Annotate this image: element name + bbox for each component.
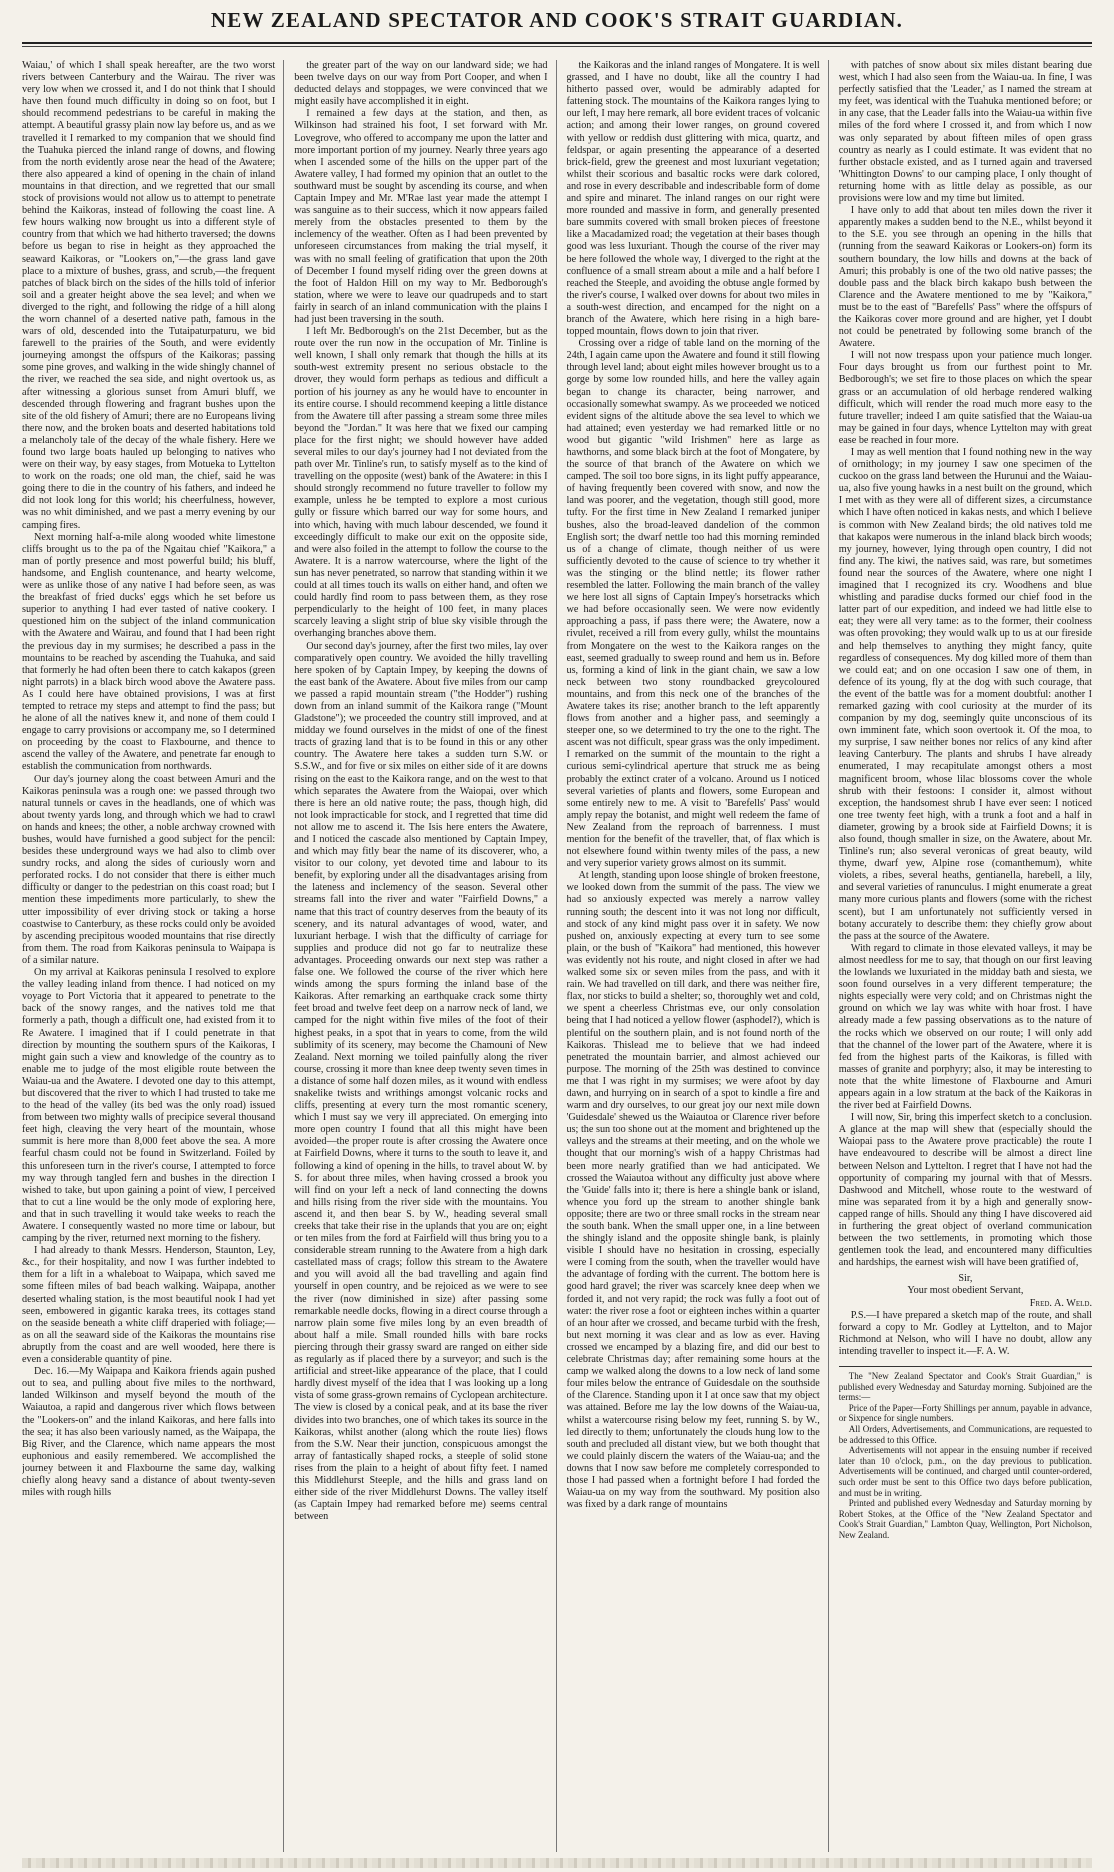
article-paragraph: Dec. 16.—My Waipapa and Kaikora friends again pushed out to sea, and pulling about five miles to the northward, landed Wilkinson and myself beyond the mouth of the Waiautoa, a rapid and dangerous river which flows between the "Lookers-on" and the inland Kaikoras, and here falls into the sea; it has also been variously named, as the Waipapa, the Big River, and the Clarence, which name appears the most euphonious and easily remembered. We accomplished the journey between it and Flaxbourne the same day, walking chiefly along heavy sand a distance of about twenty-seven miles with rough hills xyxy=(22,1366,276,1499)
notice-line: All Orders, Advertisements, and Communications, are requested to be addressed to this Office. xyxy=(838,1424,1092,1445)
article-columns xyxy=(22,60,1092,1852)
article-paragraph: Next morning half-a-mile along wooded white limestone cliffs brought us to the pa of the Ngaitau chief "Kaikora," a man of portly presence and most powerful build; his bluff, handsome, and English countenance, and hearty welcome, were as unlike those of any native I had before seen, as was the breakfast of fried ducks' eggs which he set before us superior to anything I had ever tasted of native cookery. I questioned him on the subject of the inland communication with the Awatere and Wairau, and found that I had been right the previous day in my surmises; he described a pass in the mountains to be reached by ascending the Tuahuka, and said that formerly he had often been there to catch kakapos (green night parrots) in a black birch wood above the Awatere pass. As I could here have obtained provisions, I was at first tempted to retrace my steps and attempt to find the pass; but he alone of all the natives knew it, and none of them could I engage to carry provisions or accompany me, so I determined on proceeding by the coast to Flaxbourne, and thence to ascend the valley of the Awatere, and penetrate far enough to establish the communication from northwards. xyxy=(22,531,276,773)
article-paragraph: Our day's journey along the coast between Amuri and the Kaikoras peninsula was a rough one: we passed through two natural tunnels or caves in the headlands, one of which was about twenty yards long, and through which we had to crawl on hands and knees; the other, a noble archway crowned with bushes, would have furnished a good subject for the pencil: besides these underground ways we had also to climb over sundry rocks, and along the sides of curiously worn and perforated rocks. I do not consider that there is either much difficulty or danger to the pedestrian on this coast road; but I mention these impediments more particularly, to shew the utter impossibility of ever driving stock or taking a horse coastwise to Canterbury, as these rocks could only be avoided by ascending precipitous wooded mountains that rise directly from them. The road from Kaikoras peninsula to Waipapa is of a similar nature. xyxy=(22,773,276,966)
article-paragraph: I had already to thank Messrs. Henderson, Staunton, Ley, &c., for their hospitality, and now I was further indebted to them for a lift in a whaleboat to Waipapa, which saved me some fifteen miles of bad beach walking. Waipapa, another deserted whaling station, is the most beautiful nook I had yet seen, embowered in gigantic karaka trees, its cottages stand on the seaside beneath a white cliff draperied with foliage;—as on all the seaward side of the Kaikoras the mountains rise abruptly from the coast and are well wooded, here there is even a considerable quantity of pine. xyxy=(22,1245,276,1366)
article-paragraph: Waiau,' of which I shall speak hereafter, are the two worst rivers between Canterbury and the Wairau. The river was very low when we crossed it, and I do not think that I should have then found much difficulty in doing so on foot, but I should recommend pedestrians to be careful in making the attempt. A beautiful grassy plain now lay before us, and as we travelled it I remarked to my companion that we should find the Tuahuka pierced the inland range of downs, and flowing from the north evidently arose near the head of the Awatere; there also appeared a kind of opening in the chain of inland mountains in that direction, and we regretted that our small stock of provisions would not allow us to attempt to penetrate behind the Kaikoras, instead of following the coast line. A few hours walking now brought us into a different style of country from that which we had hitherto traversed; the downs before us began to rise in height as they approached the seaward Kaikoras, or "Lookers on,"—the grass land gave place to a mixture of bushes, grass, and scrub,—the frequent patches of black birch on the sides of the hills told of inferior soil and a greater height above the sea level; and when we diverged to the right, and following the ridge of a hill along the worn channel of a deserted native path, famous in the wars of old, descended into the Tutaipaturpaturu, we bid farewell to the prairies of the South, and were evidently journeying amongst the offspurs of the Kaikoras; passing some pine groves, and walking in the wide shingly channel of the river, we reached the sea side, and night overtook us, as after witnessing a glorious sunset from Amuri bluff, we descended through flowering and fragrant bushes upon the site of the old fishery of Amuri; there are no Europeans living there now, and the broken boats and deserted habitations told a melancholy tale of the decay of the whale fishery. Here we found two large boats hauled up belonging to natives who were on their way, by easy stages, from Motueka to Lyttelton to work on the roads; one old man, the chief, said he was going there to die in the country of his fathers, and indeed he did not look long for this world; his cheerfulness, however, was no whit diminished, and we past a merry evening by our camping fires. xyxy=(22,60,276,531)
publication-notice xyxy=(839,1366,1092,1541)
article-paragraph: Our second day's journey, after the first two miles, lay over comparatively open country. We avoided the hilly travelling here spoken of by Captain Impey, by keeping the downs of the east bank of the Awatere. About five miles from our camp we passed a rapid mountain stream ("the Hodder") rushing down from an inland summit of the Kaikora range ("Mount Gladstone"); we proceeded the country still improved, and at midday we found ourselves in the midst of one of the finest tracts of grazing land that is to be found in this or any other country. The Awatere here takes a sudden turn S.W. or S.S.W., and for five or six miles on either side of it are downs rising on the east to the Kaikora range, and on the west to that which separates the Awatere from the Waiopai, over which there is here an old native route; the pass, though high, did not look impracticable for stock, and I regretted that time did not allow me to ascend it. The Isis here enters the Awatere, and I noticed the cascade also mentioned by Captain Impey, and which may fitly bear the name of its discoverer, who, a visitor to our colony, yet devoted time and labour to its benefit, by exploring under all the disadvantages arising from the lateness and inclemency of the season. Several other streams fall into the river and water "Fairfield Downs," a name that this tract of country deserves from the beauty of its scenery, and its natural advantages of wood, water, and luxuriant herbage. I wish that the difficulty of carriage for supplies and produce did not go far to neutralize these advantages. Proceeding onwards our next step was rather a false one. We followed the course of the river which here winds among the spurs forming the inland base of the Kaikoras. After remarking an earthquake crack some thirty feet broad and twelve feet deep on a narrow neck of land, we camped for the night within five miles of the foot of their highest peaks, in a spot that in years to come, from the wild sublimity of its scenery, may become the Chamouni of New Zealand. Next morning we toiled painfully along the river course, crossing it more than knee deep twenty seven times in a distance of some half dozen miles, as it wound with endless snakelike twists and writhings amongst volcanic rocks and cliffs, presenting at every turn the most romantic scenery, which I must say we very ill appreciated. On emerging into more open country I found that all this might have been avoided—the proper route is after crossing the Awatere once at Fairfield Downs, where it turns to the south to leave it, and following a kind of opening in the hills, to travel about W. by S. for about three miles, when having crossed a brook you will find on your left a neck of land connecting the downs and hills rising from the river side with the mountains. You ascend it, and then bear S. by W., heading several small creeks that take their rise in the uplands that you are on; eight or ten miles from the ford at Fairfield will thus bring you to a considerable stream running to the Awatere from a high dark castellated mass of crags; follow this stream to the Awatere and you will avoid all the bad travelling and again find yourself in open country, and be rejoiced as we were to see the river (now diminished in size) after passing some remarkable needle docks, flowing in a direct course through a narrow plain some five miles long by an even breadth of about half a mile. Small rounded hills with bare rocks piercing through their grassy sward are ranged on either side as regularly as if placed there by a surveyor; and such is the artificial and street-like appearance of the place, that I could hardly divest myself of the idea that I was looking up a long vista of some grass-grown remains of Cyclopean architecture. The view is closed by a conical peak, and at its base the river divides into two branches, one of which takes its source in the Kaikoras, whilst another (along which the route lies) flows from the S.W. Near their junction, conspicuous amongst the array of fantastically shaped rocks, a steeple of solid stone rises from the plain to a height of about fifty feet. I named this Middlehurst Steeple, and the hills and grass land on either side of the river Middlehurst Downs. The valley itself (as Captain Impey had remarked before me) seems central between xyxy=(294,640,548,1523)
notice-line: The "New Zealand Spectator and Cook's Strait Guardian," is published every Wednesday and Saturday morning. Subjoined are the terms:— xyxy=(838,1371,1092,1403)
signoff-salutation: Sir, xyxy=(958,1273,973,1285)
notice-line: Price of the Paper—Forty Shillings per annum, payable in advance, or Sixpence for single numbers. xyxy=(838,1402,1092,1424)
signoff-signature: Fred. A. Weld. xyxy=(1029,1297,1092,1309)
article-paragraph: With regard to climate in those elevated valleys, it may be almost needless for me to say, that though on our first leaving the lowlands we luxuriated in the midday bath and siesta, we soon found ourselves in a very different temperature; the nights especially were very cold; and on Christmas night the ground on which we lay was white with hoar frost. I have already made a few passing observations as to the nature of the rocks which we observed on our route; I will only add that the channel of the lower part of the Awatere, where it is fed from the highest parts of the Kaikoras, is filled with masses of granite and porphyry; also, it may be interesting to note that the white limestone of Flaxbourne and Amuri appears again in a low stratum at the back of the Kaikoras in the river bed at Fairfield Downs. xyxy=(838,942,1092,1112)
article-paragraph: I may as well mention that I found nothing new in the way of ornithology; in my journey I saw one specimen of the cuckoo on the grass land between the Hurunui and the Waiau-ua, also five young hawks in a nest built on the ground, which I met with as they were all of different sizes, a circumstance which I have often noticed in kakas nests, and which I believe is common with New Zealand birds; the old natives told me that kakapos were numerous in the inland black birch woods; my journey, however, lying through open country, I did not find any. The kiwi, the natives said, was rare, but sometimes found near the sources of the Awatere, where one night I imagined that I recognized its cry. Woodhens and blue whistling and paradise ducks formed our chief food in the latter part of our expedition, and indeed we had little else to eat; they were all very tame: as to the former, their coolness was often provoking; they would walk up to us at our fireside and help themselves to anything they might fancy, quite regardless of consequences. My dog killed more of them than we could eat; and on one occasion I saw one of them, in defence of its young, fly at the dog with such courage, that the event of the battle was for a moment doubtful: another I remarked gazing with cool curiosity at the murder of its companion by my dog, seemingly quite unconscious of its own imminent fate, which soon overtook it. Of the moa, to my surprise, I saw neither bones nor relics of any kind after leaving Canterbury. The plants and shrubs I have already enumerated, I may recapitulate amongst others a most magnificent broom, whose lilac blossoms cover the whole shrub with their festoons: I consider it, almost without exception, the handsomest shrub I have ever seen: I noticed one tree twenty feet high, with a trunk a foot and a half in diameter, growing by a brook side at Fairfield Downs; it is also found, though smaller in size, on the Awatere, about Mr. Tinline's run; also several veronicas of great beauty, wild thyme, dwarf yew, Alpine rose (comanthemum), white violets, a ribes, several heaths, gentianella, harebell, a lily, and several varieties of ranunculus. I might enumerate a great many more curious plants and flowers (some with the richest scent), but I am unfortunately not sufficiently versed in botany accurately to describe them: they chiefly grow about the pass at the source of the Awatere. xyxy=(838,447,1092,942)
newspaper-page xyxy=(22,0,1092,1872)
article-paragraph: I will not now trespass upon your patience much longer. Four days brought us from our furthest point to Mr. Bedborough's; we set fire to those places on which the spear grass or an accumulation of old herbage rendered walking difficult, which will render the road much more easy to the future traveller; indeed I am quite satisfied that the Waiau-ua may be gained in four days, whence Lyttelton may with great ease be reached in four more. xyxy=(838,350,1092,446)
notice-line: Advertisements will not appear in the ensuing number if received later than 10 o'clock, p.m., on the day previous to publication. Advertisements will be continued, and charged until counter-ordered, such order must be sent to this Office two days before publication, and must be in writing. xyxy=(838,1445,1092,1498)
letter-signoff xyxy=(839,1273,1092,1309)
column-2 xyxy=(294,60,556,1852)
article-paragraph: I left Mr. Bedborough's on the 21st December, but as the route over the run now in the occupation of Mr. Tinline is well known, I shall only remark that though the hills at its south-west extremity present no serious obstacle to the drover, they would form perhaps as tedious and difficult a portion of his journey as any he would have to encounter in its entire course. I should recommend keeping a little distance from the Awatere till after passing a stream some three miles beyond the "Jordan." It was here that we fixed our camping place for the first night; we should however have added several miles to our day's journey had I not deviated from the path over Mr. Tinline's run, to satisfy myself as to the kind of travelling on the opposite (west) bank of the Awatere: in this I should strongly recommend no future traveller to follow my example, unless he be tempted to explore a most curious gully or fissure which barred our way for some hours, and into which, having with much labour descended, we found it exceedingly difficult to make our exit on the opposite side, and were also foiled in the attempt to follow the course to the Awatere. It is a narrow watercourse, where the light of the sun has never penetrated, so narrow that standing within it we could at all times touch its walls on either hand, and often we could hardly find room to pass between them, as they rose perpendicularly to the height of 100 feet, in many places scarcely leaving a slight strip of blue sky visible through the overhanging branches above them. xyxy=(294,326,548,640)
column-1 xyxy=(22,60,284,1852)
article-paragraph: On my arrival at Kaikoras peninsula I resolved to explore the valley leading inland from thence. I had noticed on my voyage to Port Victoria that it appeared to penetrate to the back of the snowy ranges, and the natives told me that formerly a path, though a difficult one, had existed from it to Re Awatere. I imagined that if I could penetrate in that direction by mounting the southern spurs of the Kaikoras, I might gain such a view and knowledge of the country as to enable me to judge of the most eligible route between the Waiau-ua and the Awatere. I devoted one day to this attempt, but discovered that the river to which I had trusted to take me to the head of the valley (its bed was the only road) issued from between two mighty walls of precipice several thousand feet high, cleaving the very heart of the mountain, whose summit is here more than 8,000 feet above the sea. A more fearful chasm could not be found in Switzerland. Foiled by this unforeseen turn in the river's course, I attempted to force my way through tangled fern and bushes in the direction I wished to take, but upon gaining a point of view, I perceived that to cut a line would be the only mode of exploring here, and that in such travelling it would take weeks to reach the Awatere. I consequently wasted no more time or labour, but camping by the river, returned next morning to the fishery. xyxy=(22,967,276,1245)
article-paragraph: the greater part of the way on our landward side; we had been twelve days on our way from Port Cooper, and when I deducted delays and stoppages, we were convinced that we might easily have accomplished it in eight. xyxy=(294,60,548,108)
postscript: P.S.—I have prepared a sketch map of the route, and shall forward a copy to Mr. Godley at Lyttelton, and to Major Richmond at Nelson, who will I have no doubt, allow any intending traveller to inspect it.—F. A. W. xyxy=(838,1309,1092,1357)
article-paragraph: I will now, Sir, bring this imperfect sketch to a conclusion. A glance at the map will shew that (especially should the Waiopai pass to the Awatere prove practicable) the route I have endeavoured to describe will be almost a direct line between Nelson and Lyttelton. I regret that I have not had the opportunity of comparing my journal with that of Messrs. Dashwood and Mitchell, whose route to the westward of mine was separated from it by a high and generally snow-capped range of hills. Should any thing I have discovered aid in furthering the great object of overland communication between the two settlements, in promoting which those gentlemen took the lead, and encountered many difficulties and hardships, the earnest wish will have been gratified of, xyxy=(838,1112,1092,1269)
article-paragraph: the Kaikoras and the inland ranges of Mongatere. It is well grassed, and I have no doubt, like all the country I had hitherto passed over, would be admirably adapted for fattening stock. The mountains of the Kaikora ranges lying to our left, I may here remark, all bore evident traces of volcanic action; and among their lower ranges, on ground covered with yellow or reddish dust glittering with mica, quartz, and feldspar, or again presenting the appearance of a deserted brick-field, grew the greenest and most luxuriant vegetation; whilst their scorious and basaltic rocks were dark colored, and rose in every describable and indescribable form of dome and spire and minaret. The inland ranges on our right were more rounded and massive in form, and generally presented bare summits covered with small broken pieces of freestone like a Macadamized road; the vegetation at their bases though good was less luxuriant. Though the course of the river may be here followed the whole way, I diverged to the right at the confluence of a small stream about a mile and a half before I reached the Steeple, and avoiding the obtuse angle formed by the river's course, I walked over downs for about two miles in a south-west direction, and encamped for the night on a branch of the Awatere, which here rising in a high bare-topped mountain, flows down to join that river. xyxy=(566,60,820,338)
signoff-closing: Your most obedient Servant, xyxy=(907,1285,1024,1297)
article-paragraph: At length, standing upon loose shingle of broken freestone, we looked down from the summit of the pass. The view we had so anxiously expected was merely a narrow valley running south; the descent into it was not long nor difficult, and stock of any kind might pass over it in safety. We now pushed on, anxiously expecting at every turn to see some plain, or the bush of "Kaikora" had mentioned, this however was evidently not his route, and night closed in after we had walked some six or seven miles from the pass, and with it rain. We had travelled on till dark, and there was neither fire, flax, nor sticks to build a shelter; so, thoroughly wet and cold, we spent a cheerless Christmas eve, our only consolation being that I had noticed a yellow flower (asphodel?), which is plentiful on the southern plain, and is not found north of the Kaikoras. Thislead me to believe that we had indeed penetrated the mountain barrier, and almost achieved our purpose. The morning of the 25th was destined to convince me that I was right in my surmises; we were afoot by day dawn, and hurrying on in search of a spot to kindle a fire and warm and dry ourselves, to our great joy our next mile down 'Guidesdale' shewed us the Waiautoa or Clarence river before us; the sun too shone out at the moment and brightened up the valleys and the streams at their meeting, and on the whole we thought that our morning's wish of a happy Christmas had been more nearly gratified than we had anticipated. We crossed the Waiautoa without any difficulty just above where the 'Guide' falls into it; there is here a shingle bank or island, whence you ford up the stream to another shingle bank opposite; there are two or three small rocks in the stream near the south bank. When the small upper one, in a line between the shingly island and the opposite shingle bank, is plainly visible I should have no hesitation in crossing, especially were I coming from the south, when the traveller would have the advantage of fording with the current. The bottom here is good hard gravel; the river was scarcely knee deep when we forded it, and not very rapid; the rock was fully a foot out of water: the river rose a foot or eighteen inches within a quarter of an hour after we crossed, and became turbid with the fresh, but next morning it was clear and as low as ever. Having crossed we encamped by a blazing fire, and did our best to celebrate Christmas day; after remaining some hours at the camp we walked along the downs to a low neck of land some four miles below the entrance of Guidesdale on the southside of the Clarence. Standing upon it I at once saw that my object was attained. Before me lay the low downs of the Waiau-ua, whilst a watercourse rising below my feet, running S. by W., led directly to them; unfortunately the clouds hung low to the south and precluded all distant view, but we both thought that we could plainly discern the waters of the Waiau-ua; and the downs that I now saw before me completely corresponded to those I had passed when a fortnight before I had forded the Waiau-ua on my way from the southward. My position also was fixed by a dark range of mountains xyxy=(566,870,820,1511)
page-bottom-edge xyxy=(22,1858,1092,1868)
article-paragraph: Crossing over a ridge of table land on the morning of the 24th, I again came upon the Awatere and found it still flowing through level land; about eight miles however brought us to a gorge by some low rounded hills, and here the valley again began to change its character, being narrower, and occasionally somewhat swampy. As we proceeded we noticed evident signs of the altitude above the sea level to which we had attained; even yesterday we had remarked little or no wood but gigantic "wild Irishmen" here as large as hawthorns, and some black birch at the foot of Mongatere, by the source of that branch of the Awatere on which we camped. The soil too bore signs, in its light puffy appearance, of having frequently been covered with snow, and now the land was poorer, and the vegetation, though still good, more tufty. For the first time in New Zealand I remarked juniper bushes, also the broad-leaved dandelion of the common English sort; the dwarf nettle too had this morning reminded us of a change of climate, though neither of us were sufficiently devoted to the cause of science to try whether it was the stinging or the blind nettle; its flower rather resembled the latter. Following the main branch of the valley we here lost all signs of Captain Impey's horsetracks which we had before occasionally seen. We were now evidently approaching a pass, if pass there were; the Awatere, now a rivulet, received a rill from every gully, whilst the mountains from Mongatere on the west to the Kaikora ranges on the east, seemed gradually to sweep round and hem us in. Before us, forming a kind of link in the giant chain, we saw a low neck between two stony roundbacked greycoloured mountains, and from this neck one of the branches of the Awatere takes its rise; another branch to the left apparently flows from another and a higher pass, and seemingly a steeper one, so we determined to try the one to the right. The ascent was not difficult, spear grass was the only impediment. I remarked on the summit of the mountain to the right a curious semi-cylindrical aperture that struck me as being probably the extinct crater of a volcano. Around us I noticed several varieties of plants and flowers, some European and some entirely new to me. A visit to 'Barefells' Pass' would amply repay the botanist, and might well redeem the fame of New Zealand from the reproach of barrenness. I must mention for the benefit of the traveller, that, of flax which is not elsewhere found within twenty miles of the pass, a new and very superior variety grows almost on its summit. xyxy=(566,338,820,870)
column-4 xyxy=(839,60,1092,1852)
masthead-rule-thin xyxy=(22,46,1092,47)
article-paragraph: I have only to add that about ten miles down the river it apparently makes a sudden bend to the N.E., whilst beyond it to the S.E. you see through an opening in the hills that (running from the seaward Kaikoras or Lookers-on) form its southern boundary, the low hills and downs at the back of Amuri; this probably is one of the two old native passes; the double pass and the black birch kakapo bush between the Clarence and the Awatere mentioned to me by "Kaikora," must be to the east of "Barefells' Pass" where the offspurs of the Kaikoras cover more ground and are higher, yet I doubt not could be penetrated by following some branch of the Awatere. xyxy=(838,205,1092,350)
masthead-rule xyxy=(22,42,1092,44)
column-3 xyxy=(567,60,829,1852)
article-paragraph: with patches of snow about six miles distant bearing due west, which I had also seen from the Waiau-ua. In fine, I was perfectly satisfied that the 'Leader,' as I named the stream at my feet, was identical with the Tuahuka mentioned before; or in any case, that the Leader falls into the Waiau-ua within five miles of the ford where I crossed it, and from which I now was only separated by about fifteen miles of open grass country as nearly as I could estimate. It was evident that no further obstacle existed, and as I turned again and traversed 'Whittington Downs' to our camping place, I only thought of returning home with as little delay as possible, as our provisions were low and my time but limited. xyxy=(838,60,1092,205)
column-4-paragraphs xyxy=(839,60,1092,1269)
notice-line: Printed and published every Wednesday and Saturday morning by Robert Stokes, at the Office of the "New Zealand Spectator and Cook's Strait Guardian," Lambton Quay, Wellington, Port Nicholson, New Zealand. xyxy=(838,1498,1092,1540)
masthead-title: NEW ZEALAND SPECTATOR AND COOK'S STRAIT GUARDIAN. xyxy=(210,8,904,32)
article-paragraph: I remained a few days at the station, and then, as Wilkinson had strained his foot, I set forward with Mr. Lovegrove, who offered to accompany me upon the latter and more important portion of my journey. Nearly three years ago when I ascended some of the hills on the upper part of the Awatere valley, I had formed my opinion that an outlet to the southward must be sought by ascending its course, and when Captain Impey and Mr. M'Rae last year made the attempt I was sanguine as to their success, which it now appears failed merely from the obstacles presented to them by the inclemency of the weather. Often as I had been prevented by unforeseen circumstances from making the trial myself, it was with no small feeling of gratification that upon the 20th of December I found myself riding over the green downs at the foot of Haldon Hill on my way to Mr. Bedborough's station, where we were to leave our quadrupeds and to start fairly in search of an inland communication with the plains I had just been traversing in the south. xyxy=(294,108,548,325)
